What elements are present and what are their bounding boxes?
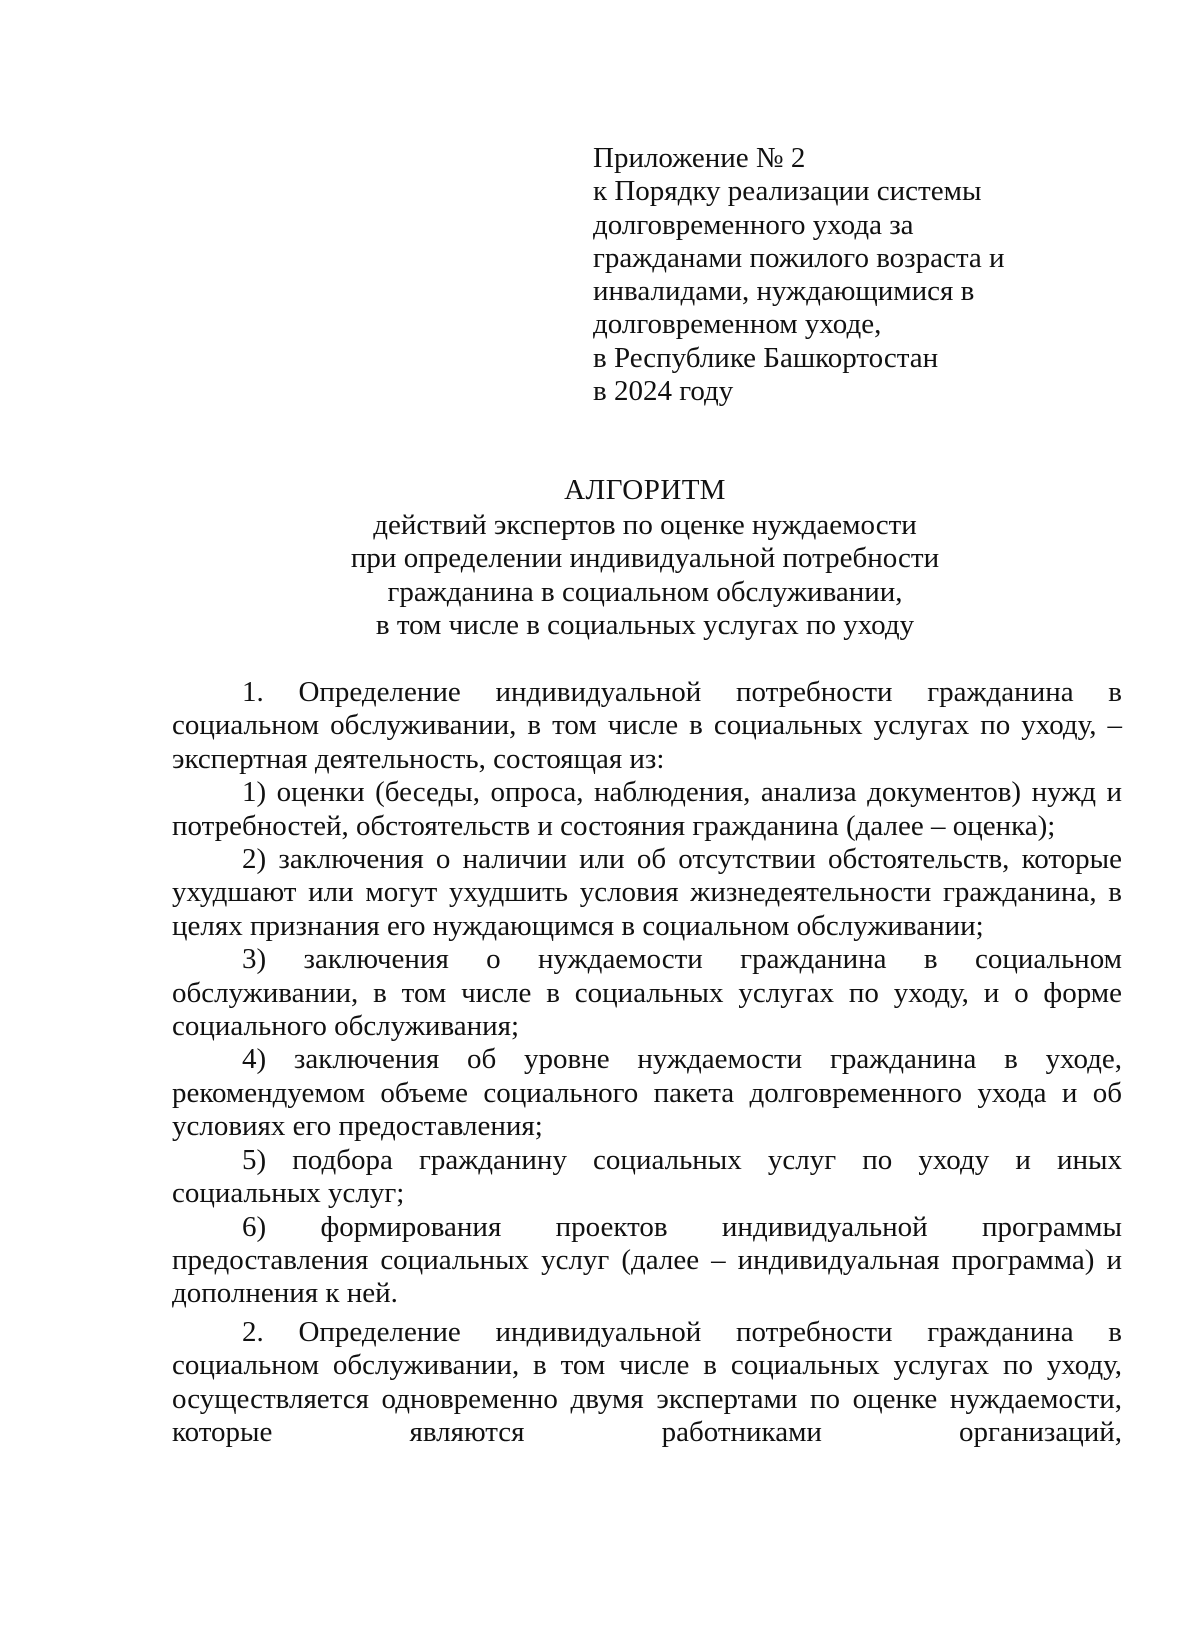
document-subtitle-line: при определении индивидуальной потребности <box>350 542 940 574</box>
appendix-reference <box>593 142 1073 408</box>
body-paragraph: 3) заключения о нуждаемости гражданина в социальном обслуживании, в том числе в социальных услугах по уходу, и о форме социального обслуживания; <box>172 943 1122 1043</box>
document-title: АЛГОРИТМ <box>564 474 726 506</box>
document-subtitle-line: в том числе в социальных услугах по уходу <box>375 609 915 641</box>
document-heading <box>170 474 1120 643</box>
body-paragraph: 6) формирования проектов индивидуальной программы предоставления социальных услуг (далее – индивидуальная программа) и дополнения к ней. <box>172 1210 1122 1310</box>
body-paragraph: 4) заключения об уровне нуждаемости гражданина в уходе, рекомендуемом объеме социального пакета долговременного ухода и об условиях его предоставления; <box>172 1043 1122 1143</box>
appendix-line: долговременного ухода за <box>593 208 914 241</box>
body-paragraph: 5) подбора гражданину социальных услуг по уходу и иных социальных услуг; <box>172 1143 1122 1210</box>
appendix-line: к Порядку реализации системы <box>593 175 982 208</box>
document-subtitle-line: гражданина в социальном обслуживании, <box>387 575 903 608</box>
appendix-line: долговременном уходе, <box>593 308 882 341</box>
appendix-line: гражданами пожилого возраста и <box>593 241 1005 274</box>
document-body <box>172 676 1122 1449</box>
appendix-line: в Республике Башкортостан <box>593 341 939 374</box>
appendix-line: инвалидами, нуждающимися в <box>593 275 975 308</box>
body-paragraph: 1) оценки (беседы, опроса, наблюдения, анализа документов) нужд и потребностей, обстоятельств и состояния гражданина (далее – оценка); <box>172 776 1122 842</box>
document-subtitle-line: действий экспертов по оценке нуждаемости <box>373 508 917 541</box>
body-paragraph: 2. Определение индивидуальной потребности гражданина в социальном обслуживании, в том числе в социальных услугах по уходу, осуществляется одновременно двумя экспертами по оценке нуждаемости, которые являются работниками организаций, <box>172 1315 1122 1448</box>
body-paragraph: 1. Определение индивидуальной потребности гражданина в социальном обслуживании, в том числе в социальных услугах по уходу, – экспертная деятельность, состоящая из: <box>172 676 1122 775</box>
appendix-line: в 2024 году <box>593 375 734 408</box>
body-paragraph: 2) заключения о наличии или об отсутствии обстоятельств, которые ухудшают или могут ухудшить условия жизнедеятельности гражданина, в целях признания его нуждающимся в социальном обслуживании; <box>172 843 1122 942</box>
appendix-line: Приложение № 2 <box>593 142 806 174</box>
